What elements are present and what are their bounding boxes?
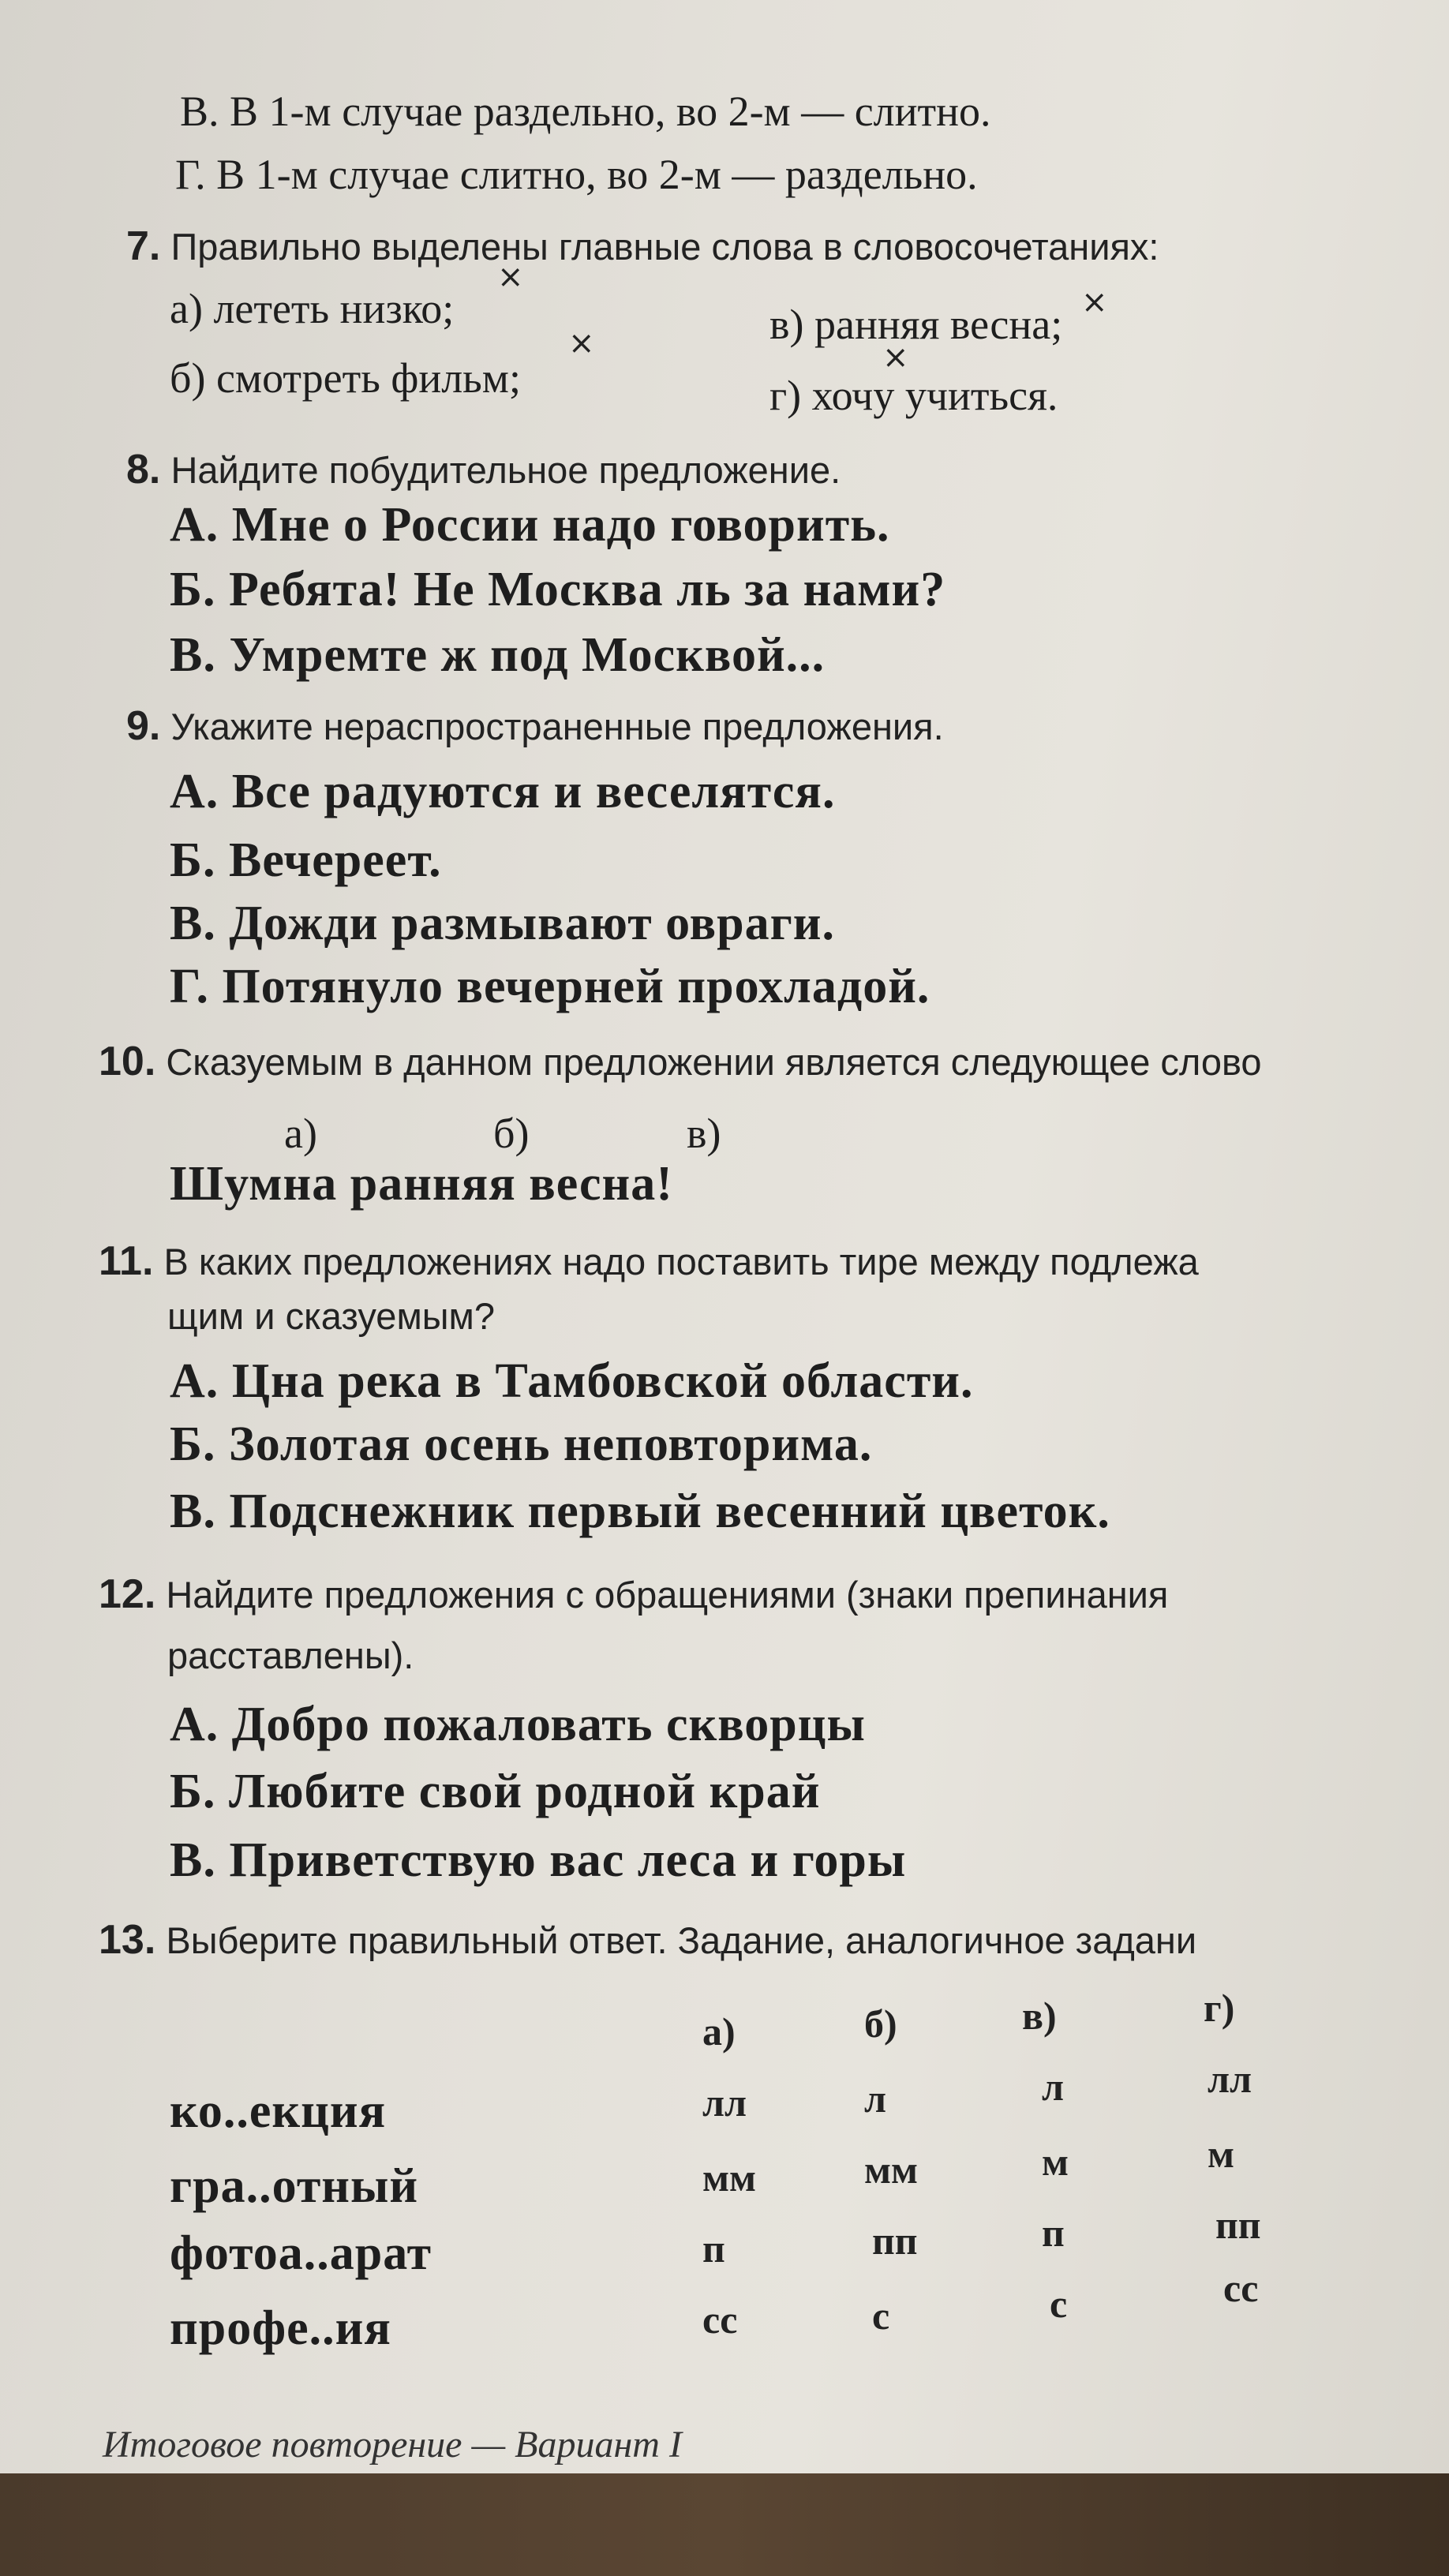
question-number: 7. bbox=[126, 223, 161, 269]
q12-option-a: А. Добро пожаловать скворцы bbox=[170, 1698, 866, 1751]
table-cell: пп bbox=[1215, 2203, 1261, 2247]
q10-label-a: а) bbox=[284, 1110, 317, 1157]
q9-option-v: В. Дожди размывают овраги. bbox=[170, 897, 835, 950]
question-number: 12. bbox=[99, 1571, 156, 1617]
table-cell: м bbox=[1208, 2132, 1235, 2176]
table-cell: лл bbox=[702, 2080, 747, 2125]
table-row-word: гра..отный bbox=[170, 2159, 419, 2213]
q7-option-a: а) лететь низко; bbox=[170, 285, 455, 332]
question-number: 10. bbox=[99, 1039, 156, 1084]
q9-option-a: А. Все радуются и веселятся. bbox=[170, 765, 836, 818]
q10-sentence: Шумна ранняя весна! bbox=[170, 1157, 673, 1211]
option-g-prev: Г. В 1-м случае слитно, во 2-м — раздельно. bbox=[175, 151, 978, 198]
q9-option-b: Б. Вечереет. bbox=[170, 833, 442, 887]
question-number: 13. bbox=[99, 1917, 156, 1963]
q7-option-v: в) ранняя весна; bbox=[769, 301, 1063, 348]
table-header: г) bbox=[1204, 1986, 1235, 2030]
q11-option-a: А. Цна река в Тамбовской области. bbox=[170, 1354, 974, 1408]
question-7 bbox=[126, 223, 1159, 270]
q8-option-a: А. Мне о России надо говорить. bbox=[170, 498, 890, 552]
q11-option-b: Б. Золотая осень неповторима. bbox=[170, 1417, 873, 1471]
question-13 bbox=[99, 1916, 1196, 1964]
q7-option-b: б) смотреть фильм; bbox=[170, 354, 521, 402]
desk-surface bbox=[0, 2473, 1449, 2576]
cross-mark: × bbox=[568, 325, 595, 361]
question-text: Сказуемым в данном предложении является следующее слово bbox=[166, 1041, 1262, 1083]
table-cell: мм bbox=[864, 2147, 919, 2192]
question-11 bbox=[99, 1237, 1199, 1285]
question-12-cont: расставлены). bbox=[167, 1634, 414, 1676]
table-cell: п bbox=[702, 2226, 725, 2271]
q11-option-v: В. Подснежник первый весенний цветок. bbox=[170, 1485, 1110, 1538]
q12-option-v: В. Приветствую вас леса и горы bbox=[170, 1833, 907, 1887]
question-10 bbox=[99, 1038, 1262, 1085]
table-cell: м bbox=[1042, 2140, 1069, 2184]
table-cell: сс bbox=[702, 2297, 738, 2342]
table-header: а) bbox=[702, 2009, 736, 2054]
table-row-word: ко..екция bbox=[170, 2084, 387, 2138]
question-11-cont: щим и сказуемым? bbox=[167, 1295, 495, 1337]
question-text: Найдите предложения с обращениями (знаки препинания bbox=[166, 1574, 1169, 1616]
table-cell: л bbox=[864, 2076, 887, 2121]
q10-label-b: б) bbox=[493, 1110, 530, 1157]
question-text: Выберите правильный ответ. Задание, аналогичное задани bbox=[166, 1919, 1197, 1961]
question-text: Укажите нераспространенные предложения. bbox=[170, 706, 944, 747]
q8-option-v: В. Умремте ж под Москвой... bbox=[170, 628, 826, 682]
table-cell: с bbox=[872, 2293, 890, 2338]
q10-label-v: в) bbox=[687, 1110, 721, 1157]
question-text: В каких предложениях надо поставить тире между подлежа bbox=[163, 1241, 1199, 1282]
cross-mark: × bbox=[1081, 284, 1108, 320]
table-header: в) bbox=[1022, 1994, 1057, 2038]
cross-mark: × bbox=[497, 259, 524, 295]
question-12 bbox=[99, 1571, 1168, 1618]
q8-option-b: Б. Ребята! Не Москва ль за нами? bbox=[170, 563, 946, 616]
table-row-word: профе..ия bbox=[170, 2301, 391, 2355]
table-header: б) bbox=[864, 2001, 897, 2046]
question-number: 9. bbox=[126, 703, 161, 749]
option-v-prev: В. В 1-м случае раздельно, во 2-м — слитно. bbox=[180, 88, 991, 135]
table-cell: пп bbox=[872, 2218, 918, 2263]
question-text: Найдите побудительное предложение. bbox=[170, 449, 841, 491]
q12-option-b: Б. Любите свой родной край bbox=[170, 1765, 821, 1818]
page-footer: Итоговое повторение — Вариант I bbox=[103, 2424, 682, 2466]
question-9 bbox=[126, 702, 944, 750]
table-cell: л bbox=[1042, 2065, 1065, 2109]
question-number: 8. bbox=[126, 447, 161, 492]
q9-option-g: Г. Потянуло вечерней прохладой. bbox=[170, 960, 930, 1013]
table-cell: лл bbox=[1208, 2057, 1252, 2101]
table-cell: с bbox=[1050, 2282, 1068, 2326]
table-row-word: фотоа..арат bbox=[170, 2226, 432, 2280]
q7-option-g: г) хочу учиться. bbox=[769, 372, 1058, 419]
cross-mark: × bbox=[882, 339, 909, 376]
question-text: Правильно выделены главные слова в словосочетаниях: bbox=[170, 226, 1159, 268]
table-cell: мм bbox=[702, 2155, 757, 2200]
question-number: 11. bbox=[99, 1238, 154, 1284]
table-cell: сс bbox=[1223, 2266, 1259, 2310]
table-cell: п bbox=[1042, 2211, 1065, 2255]
question-8 bbox=[126, 446, 841, 493]
